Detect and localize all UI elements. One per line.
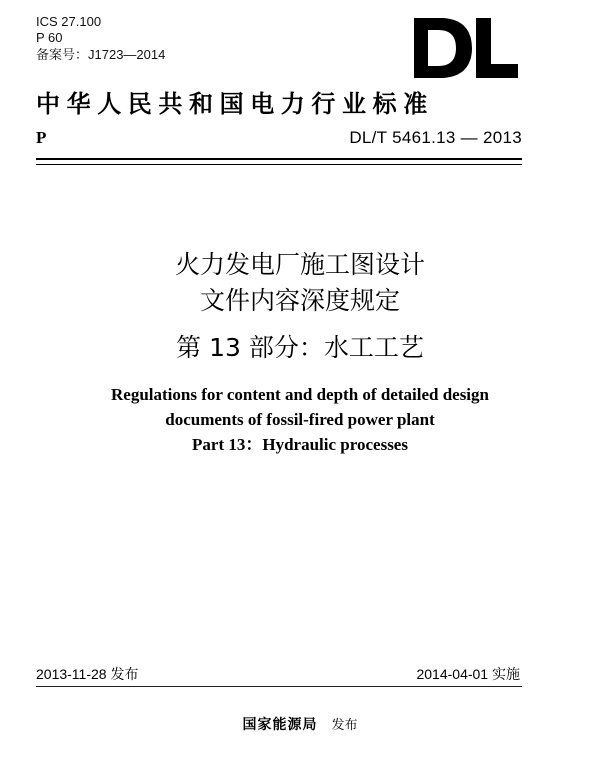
ics-code: ICS 27.100	[36, 14, 102, 29]
standard-type-title: 中华人民共和国电力行业标准	[36, 90, 434, 118]
category-code: P	[36, 128, 47, 147]
standard-number: DL/T 5461.13 — 2013	[349, 128, 522, 147]
record-number: 备案号：J1723—2014	[36, 47, 166, 62]
header-divider-bottom	[36, 164, 522, 165]
dl-logo	[414, 14, 518, 82]
dl-logo-l	[476, 18, 518, 78]
cn-title-line2: 文件内容深度规定	[199, 286, 400, 315]
footer-divider	[36, 686, 522, 687]
en-title-line1: Regulations for content and depth of detailed design	[111, 385, 489, 404]
publisher-org: 国家能源局	[242, 717, 318, 733]
issue-date: 2013-11-28 发布	[36, 666, 139, 682]
effective-date: 2014-04-01 实施	[416, 666, 520, 682]
header-divider-top	[36, 158, 522, 160]
cn-title-line1: 火力发电厂施工图设计	[174, 250, 425, 279]
en-title-line2: documents of fossil-fired power plant	[165, 410, 435, 429]
cn-title-line3: 第 13 部分：水工工艺	[176, 333, 424, 362]
dl-logo-d	[414, 18, 472, 78]
en-title-line3: Part 13：Hydraulic processes	[192, 435, 408, 454]
publisher-line	[0, 714, 600, 734]
ccs-code: P 60	[36, 30, 63, 45]
publisher-verb: 发布	[331, 718, 358, 733]
